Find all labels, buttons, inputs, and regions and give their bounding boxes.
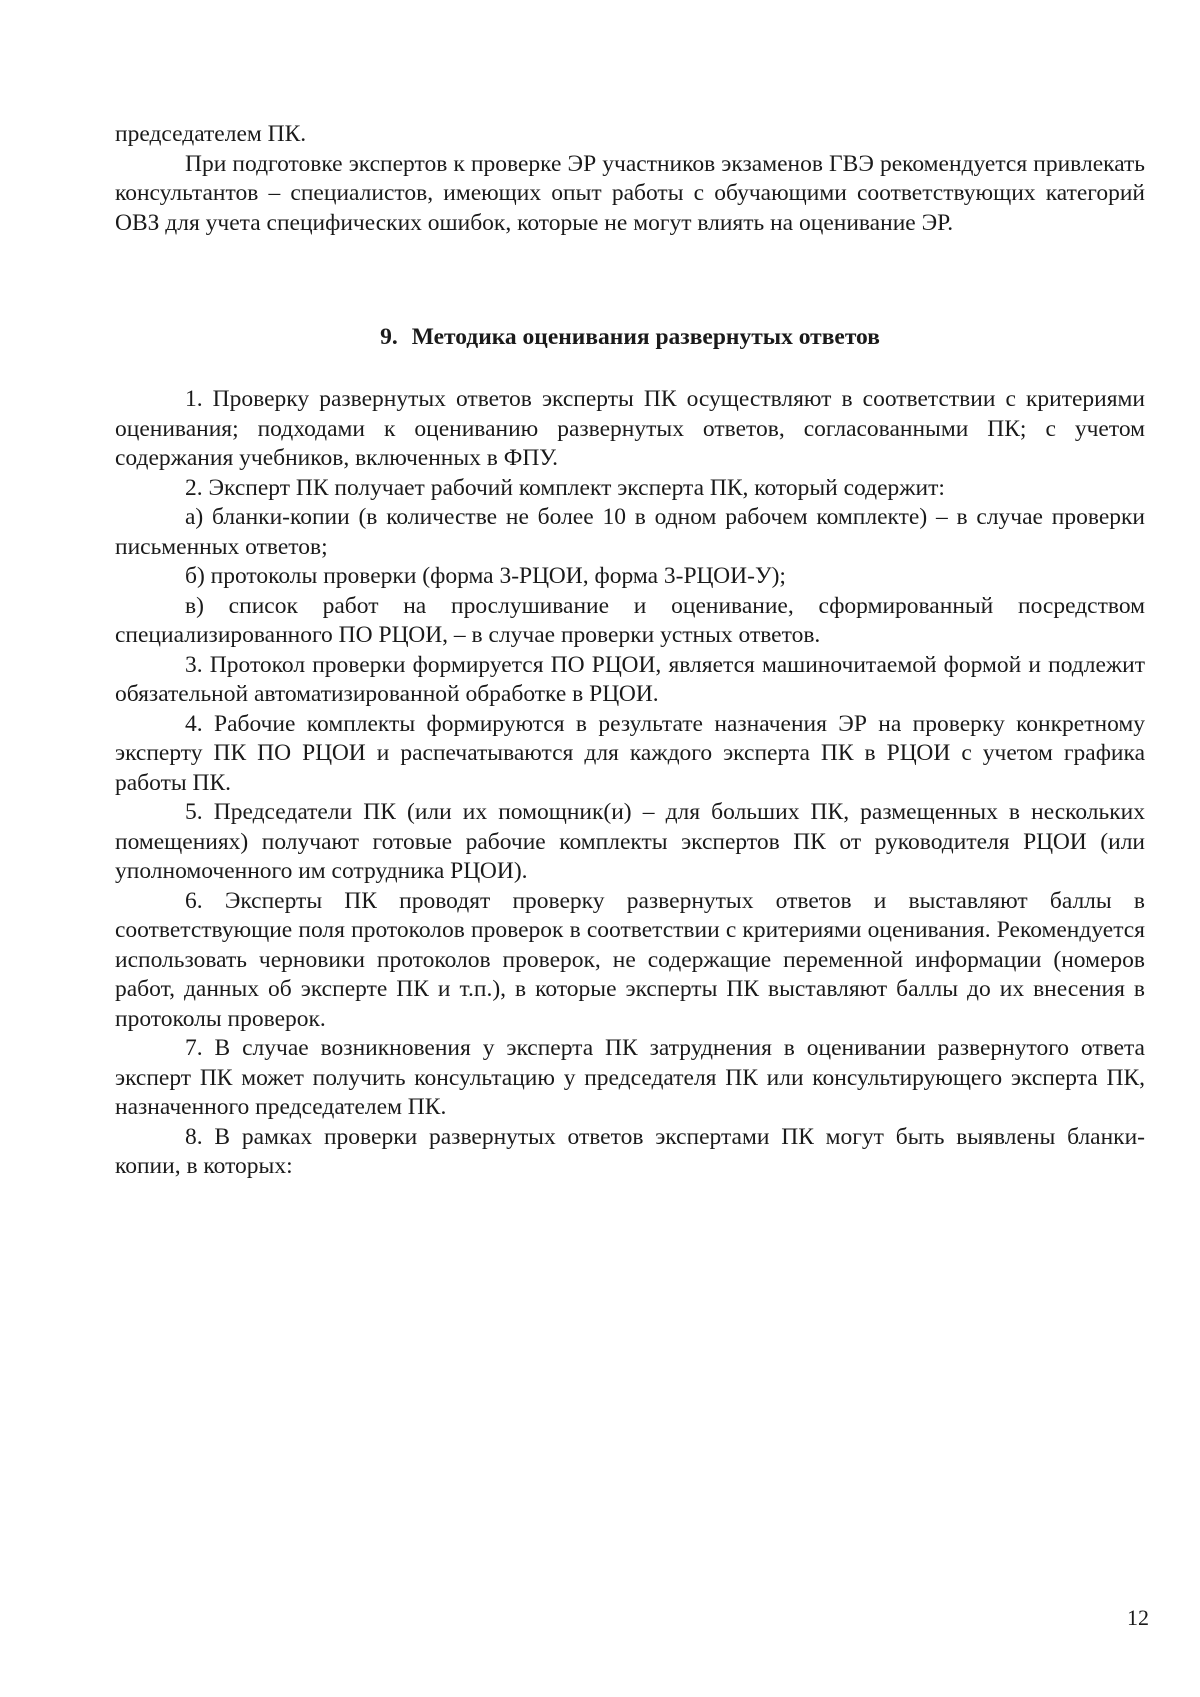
paragraph-item-7: 7. В случае возникновения у эксперта ПК затруднения в оценивании развернутого ответа эксперт ПК может получить консультацию у председателя ПК или консультирующего эксперта ПК, назначенного председателем ПК. [115, 1035, 1145, 1120]
section-title: Методика оценивания развернутых ответов [411, 324, 880, 350]
section-heading [115, 322, 1145, 352]
paragraph-item-2c: в) список работ на прослушивание и оценивание, сформированный посредством специализированного ПО РЦОИ, – в случае проверки устных ответов. [115, 592, 1145, 648]
paragraph-item-2b: б) протоколы проверки (форма 3-РЦОИ, форма 3-РЦОИ-У); [185, 563, 786, 589]
paragraph-item-1: 1. Проверку развернутых ответов эксперты ПК осуществляют в соответствии с критериями оценивания; подходами к оцениванию развернутых ответов, согласованными ПК; с учетом содержания учебников, включенных в ФПУ. [115, 386, 1145, 471]
paragraph-item-6: 6. Эксперты ПК проводят проверку развернутых ответов и выставляют баллы в соответствующие поля протоколов проверок в соответствии с критериями оценивания. Рекомендуется использовать черновики протоколов проверок, не содержащие переменной информации (номеров работ, данных об эксперте ПК и т.п.), в которые эксперты ПК выставляют баллы до их внесения в протоколы проверок. [115, 887, 1145, 1032]
paragraph-item-3: 3. Протокол проверки формируется ПО РЦОИ, является машиночитаемой формой и подлежит обязательной автоматизированной обработке в РЦОИ. [115, 651, 1145, 707]
continuation-text [115, 120, 1145, 238]
paragraph-continuation: председателем ПК. [115, 121, 307, 147]
paragraph-item-4: 4. Рабочие комплекты формируются в результате назначения ЭР на проверку конкретному эксперту ПК ПО РЦОИ и распечатываются для каждого эксперта ПК в РЦОИ с учетом графика работы ПК. [115, 710, 1145, 796]
section-body [115, 385, 1145, 1182]
paragraph-item-2a: а) бланки-копии (в количестве не более 10 в одном рабочем комплекте) – в случае проверки письменных ответов; [115, 504, 1145, 560]
paragraph-item-8: 8. В рамках проверки развернутых ответов экспертами ПК могут быть выявлены бланки-копии, в которых: [115, 1123, 1145, 1179]
paragraph-item-5: 5. Председатели ПК (или их помощник(и) – для больших ПК, размещенных в нескольких помещениях) получают готовые рабочие комплекты экспертов ПК от руководителя РЦОИ (или уполномоченного им сотрудника РЦОИ). [115, 799, 1145, 884]
paragraph-item-2: 2. Эксперт ПК получает рабочий комплект эксперта ПК, который содержит: [185, 474, 945, 501]
paragraph-consultants: При подготовке экспертов к проверке ЭР участников экзаменов ГВЭ рекомендуется привлекать консультантов – специалистов, имеющих опыт работы с обучающими соответствующих категорий ОВЗ для учета специфических ошибок, которые не могут влиять на оценивание ЭР. [115, 150, 1145, 236]
page-number: 12 [1127, 1605, 1149, 1630]
section-number: 9. [380, 324, 398, 350]
